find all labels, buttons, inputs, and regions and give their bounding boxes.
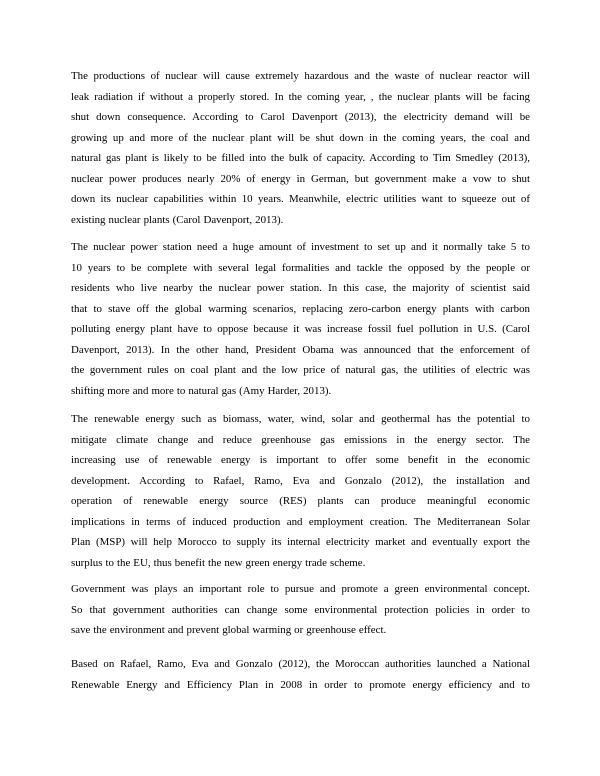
text-line: down its nuclear capabilities within 10 years. Meanwhile, electric utilities want to squeeze out of [71,193,530,206]
paragraph-nuclear-hazards [71,66,530,230]
text-line: Plan (MSP) will help Morocco to supply its internal electricity market and eventually export the [71,536,530,549]
text-line: The productions of nuclear will cause extremely hazardous and the waste of nuclear reactor will [71,70,530,82]
text-line: operation of renewable energy source (RES) plants can produce meaningful economic [71,495,530,508]
text-line: natural gas plant is likely to be filled into the bulk of capacity. According to Tim Smedley (2013), [71,152,530,165]
text-line: Davenport, 2013). In the other hand, President Obama was announced that the enforcement of [71,343,530,356]
text-line: mitigate climate change and reduce greenhouse gas emissions in the energy sector. The [71,433,530,446]
text-line: shut down consequence. According to Carol Davenport (2013), the electricity demand will be [71,111,530,124]
text-line: increasing use of renewable energy is important to offer some benefit in the economic [71,454,530,467]
text-line: that to stave off the global warming scenarios, replacing zero-carbon energy plants with carbon [71,302,530,315]
paragraph-nuclear-investment [71,237,530,401]
text-line: Based on Rafael, Ramo, Eva and Gonzalo (2012), the Moroccan authorities launched a National [71,658,530,670]
text-line: save the environment and prevent global warming or greenhouse effect. [71,624,387,637]
text-line: So that government authorities can change some environmental protection policies in order to [71,603,530,616]
text-line: nuclear power produces nearly 20% of energy in German, but government make a vow to shut [71,172,530,185]
text-line: existing nuclear plants (Carol Davenport, 2013). [71,213,284,226]
text-line: residents who live nearby the nuclear power station. In this case, the majority of scientist said [71,282,530,295]
text-line: implications in terms of induced production and employment creation. The Mediterranean Solar [71,515,530,528]
paragraph-renewable-energy [71,409,530,573]
text-line: 10 years to be complete with several legal formalities and tackle the opposed by the people or [71,261,530,274]
text-line: leak radiation if without a properly stored. In the coming year, , the nuclear plants will be facing [71,90,530,103]
paragraph-moroccan-plan [71,654,530,695]
text-line: surplus to the EU, thus benefit the new green energy trade scheme. [71,556,366,569]
text-line: the government rules on coal plant and the low price of natural gas, the utilities of electric was [71,364,530,377]
text-line: Government was plays an important role to pursue and promote a green environmental concept. [71,583,530,595]
text-line: polluting energy plant have to oppose because it was increase fossil fuel pollution in U.S. (Carol [71,323,530,336]
text-line: development. According to Rafael, Ramo, Eva and Gonzalo (2012), the installation and [71,474,530,487]
text-line: shifting more and more to natural gas (Amy Harder, 2013). [71,384,332,397]
text-line: The renewable energy such as biomass, water, wind, solar and geothermal has the potential to [71,413,530,425]
text-line: growing up and more of the nuclear plant will be shut down in the coming years, the coal and [71,131,530,144]
text-line: The nuclear power station need a huge amount of investment to set up and it normally take 5 to [71,241,530,253]
text-line: Renewable Energy and Efficiency Plan in 2008 in order to promote energy efficiency and to [71,678,530,691]
paragraph-government-role [71,579,530,641]
